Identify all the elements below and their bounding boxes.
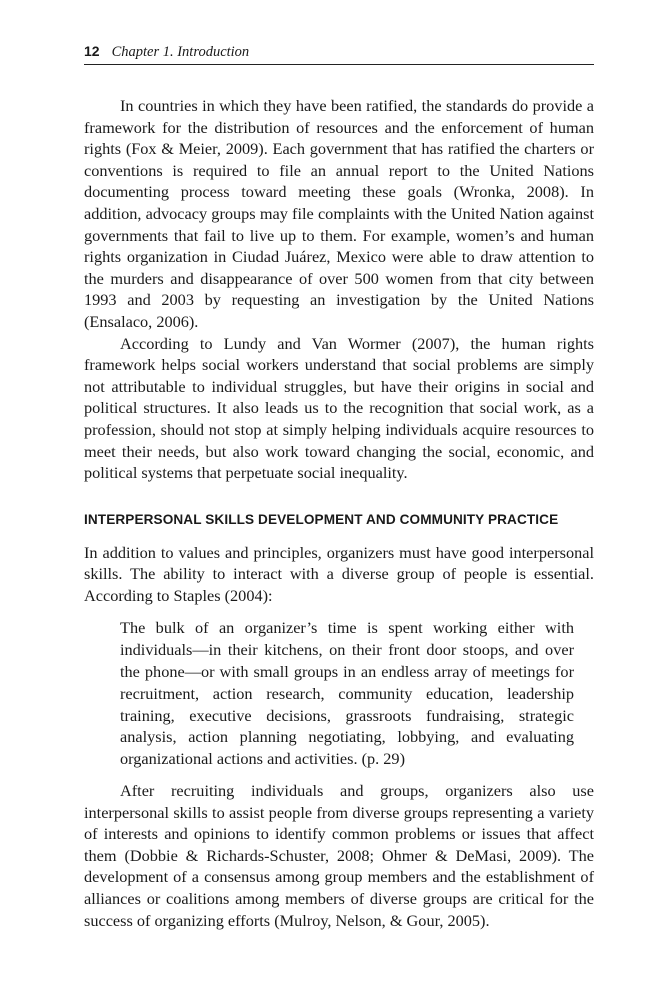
paragraph-recruiting: After recruiting individuals and groups, organizers also use interpersonal skills to assist people from diverse groups representing a variety of interests and opinions to identify common problems or issues that affect them (Dobbie & Richards-Schuster, 2008; Ohmer & DeMasi, 2009). The development of a consensus among group members and the establishment of alliances or coalitions among members of diverse groups are critical for the success of organizing efforts (Mulroy, Nelson, & Gour, 2005). [84, 781, 594, 930]
page-number: 12 [84, 43, 100, 59]
block-quote [120, 617, 574, 770]
running-header [84, 38, 594, 65]
body-text [84, 95, 594, 931]
quote-text: The bulk of an organizer’s time is spent working either with individuals—in their kitchens, on their front door stoops, and over the phone—or with small groups in an endless array of meetings for recruitment, action research, community education, leadership training, executive decisions, grassroots fundraising, strategic analysis, action planning negotiating, lobbying, and evaluating organizational actions and activities. (p. 29) [120, 618, 574, 769]
section-heading: INTERPERSONAL SKILLS DEVELOPMENT AND COMMUNITY PRACTICE [84, 511, 559, 527]
chapter-title: Chapter 1. Introduction [111, 44, 250, 60]
paragraph-interpersonal-skills: In addition to values and principles, organizers must have good interpersonal skills. The ability to interact with a diverse group of people is essential. According to Staples (2004): [84, 542, 594, 605]
paragraph-ratified-standards: In countries in which they have been ratified, the standards do provide a framework for the distribution of resources and the enforcement of human rights (Fox & Meier, 2009). Each government that has ratified the charters or conventions is required to file an annual report to the United Nations documenting process toward meeting these goals (Wronka, 2008). In addition, advocacy groups may file complaints with the United Nation against governments that fail to live up to them. For example, women’s and human rights organization in Ciudad Juárez, Mexico were able to draw attention to the murders and disappearance of over 500 women from that city between 1993 and 2003 by requesting an investigation by the United Nations (Ensalaco, 2006). [84, 96, 594, 331]
paragraph-human-rights-framework: According to Lundy and Van Wormer (2007), the human rights framework helps social workers understand that social problems are simply not attributable to individual struggles, but have their origins in social and political structures. It also leads us to the recognition that social work, as a profession, should not stop at simply helping individuals acquire resources to meet their needs, but also work toward changing the social, economic, and political systems that perpetuate social inequality. [84, 333, 594, 483]
book-page [84, 38, 594, 931]
